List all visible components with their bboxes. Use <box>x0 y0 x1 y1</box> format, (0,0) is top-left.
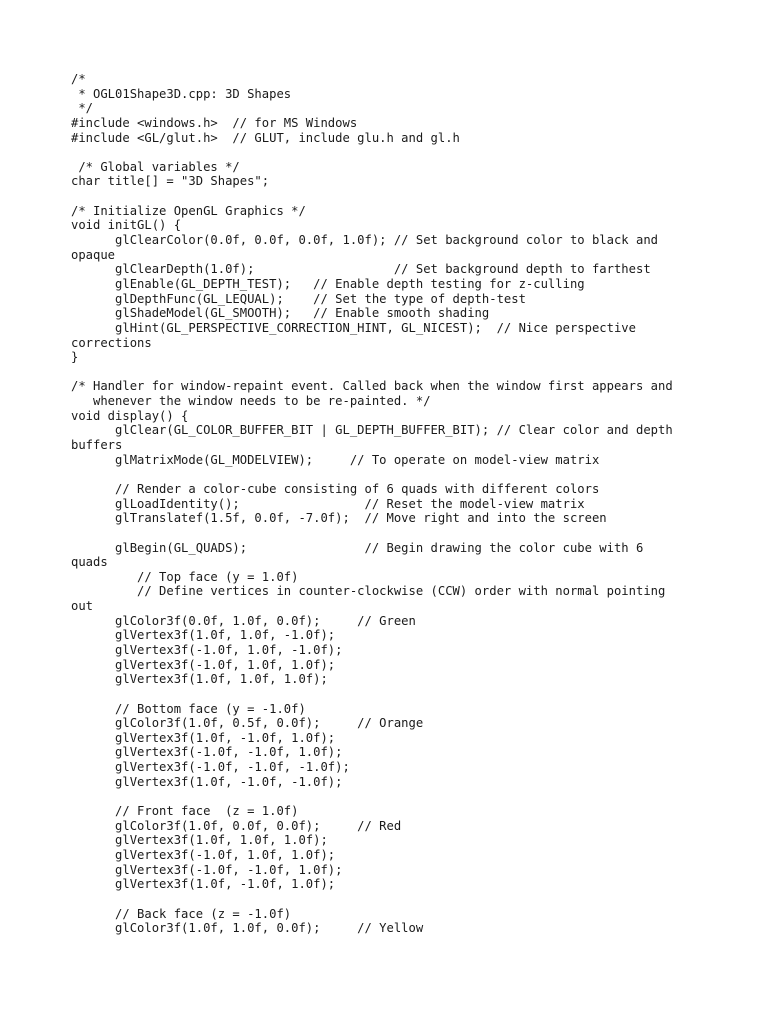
code-line: /* Global variables */ <box>71 159 240 174</box>
code-line <box>71 189 711 204</box>
code-line: glColor3f(1.0f, 0.0f, 0.0f); // Red <box>71 818 402 833</box>
code-line: // Front face (z = 1.0f) <box>71 804 299 819</box>
code-line: opaque <box>71 247 116 262</box>
code-line: // Top face (y = 1.0f) <box>71 569 299 584</box>
code-line: // Back face (z = -1.0f) <box>71 906 292 921</box>
code-line: glVertex3f(1.0f, 1.0f, 1.0f); <box>71 833 328 848</box>
code-line: char title[] = "3D Shapes"; <box>71 174 270 189</box>
code-line: void initGL() { <box>71 218 182 233</box>
code-line <box>71 526 711 541</box>
code-line: * OGL01Shape3D.cpp: 3D Shapes <box>71 86 292 101</box>
code-line: glVertex3f(1.0f, -1.0f, -1.0f); <box>71 774 343 789</box>
code-line: glTranslatef(1.5f, 0.0f, -7.0f); // Move right and into the screen <box>71 511 607 526</box>
code-line: glVertex3f(-1.0f, 1.0f, 1.0f); <box>71 657 336 672</box>
code-line <box>71 467 711 482</box>
code-line: glColor3f(1.0f, 0.5f, 0.0f); // Orange <box>71 716 424 731</box>
code-line: glEnable(GL_DEPTH_TEST); // Enable depth testing for z-culling <box>71 276 585 291</box>
code-line: quads <box>71 555 108 570</box>
code-line: glVertex3f(1.0f, 1.0f, 1.0f); <box>71 672 328 687</box>
code-line: /* <box>71 72 86 86</box>
code-line: whenever the window needs to be re-painted. */ <box>71 394 431 409</box>
code-line: glVertex3f(-1.0f, 1.0f, 1.0f); <box>71 847 336 862</box>
code-line: #include <windows.h> // for MS Windows <box>71 115 358 130</box>
code-line: } <box>71 350 79 365</box>
code-line: buffers <box>71 438 123 453</box>
code-line: corrections <box>71 335 152 350</box>
code-line: glVertex3f(-1.0f, -1.0f, 1.0f); <box>71 745 343 760</box>
code-line: glBegin(GL_QUADS); // Begin drawing the color cube with 6 <box>71 540 644 555</box>
code-line: glClear(GL_COLOR_BUFFER_BIT | GL_DEPTH_BUFFER_BIT); // Clear color and depth <box>71 423 673 438</box>
code-line: glShadeModel(GL_SMOOTH); // Enable smooth shading <box>71 306 490 321</box>
code-line: glDepthFunc(GL_LEQUAL); // Set the type of depth-test <box>71 291 526 306</box>
code-line: glClearColor(0.0f, 0.0f, 0.0f, 1.0f); // Set background color to black and <box>71 233 658 248</box>
code-line: glVertex3f(1.0f, -1.0f, 1.0f); <box>71 877 336 892</box>
code-line <box>71 789 711 804</box>
code-line: glVertex3f(-1.0f, 1.0f, -1.0f); <box>71 642 343 657</box>
code-line <box>71 365 711 380</box>
code-line: // Define vertices in counter-clockwise (CCW) order with normal pointing <box>71 584 666 599</box>
code-line <box>71 687 711 702</box>
code-line: glColor3f(0.0f, 1.0f, 0.0f); // Green <box>71 613 416 628</box>
code-line: glVertex3f(-1.0f, -1.0f, 1.0f); <box>71 862 343 877</box>
code-line: glMatrixMode(GL_MODELVIEW); // To operate on model-view matrix <box>71 452 600 467</box>
code-line: glVertex3f(1.0f, -1.0f, 1.0f); <box>71 730 336 745</box>
code-line: void display() { <box>71 408 189 423</box>
code-line: // Bottom face (y = -1.0f) <box>71 701 306 716</box>
code-listing <box>71 72 711 936</box>
code-line: glLoadIdentity(); // Reset the model-view matrix <box>71 496 585 511</box>
code-line: glHint(GL_PERSPECTIVE_CORRECTION_HINT, GL_NICEST); // Nice perspective <box>71 320 636 335</box>
code-line: // Render a color-cube consisting of 6 quads with different colors <box>71 481 600 496</box>
code-line: #include <GL/glut.h> // GLUT, include glu.h and gl.h <box>71 130 460 145</box>
code-line <box>71 145 711 160</box>
code-line: out <box>71 599 94 614</box>
code-line: glClearDepth(1.0f); // Set background depth to farthest <box>71 262 651 277</box>
code-line: /* Initialize OpenGL Graphics */ <box>71 203 306 218</box>
code-line: */ <box>71 101 94 116</box>
code-line: glColor3f(1.0f, 1.0f, 0.0f); // Yellow <box>71 921 424 936</box>
code-line: glVertex3f(-1.0f, -1.0f, -1.0f); <box>71 760 350 775</box>
code-line: /* Handler for window-repaint event. Called back when the window first appears and <box>71 379 673 394</box>
code-line: glVertex3f(1.0f, 1.0f, -1.0f); <box>71 628 336 643</box>
code-line <box>71 892 711 907</box>
